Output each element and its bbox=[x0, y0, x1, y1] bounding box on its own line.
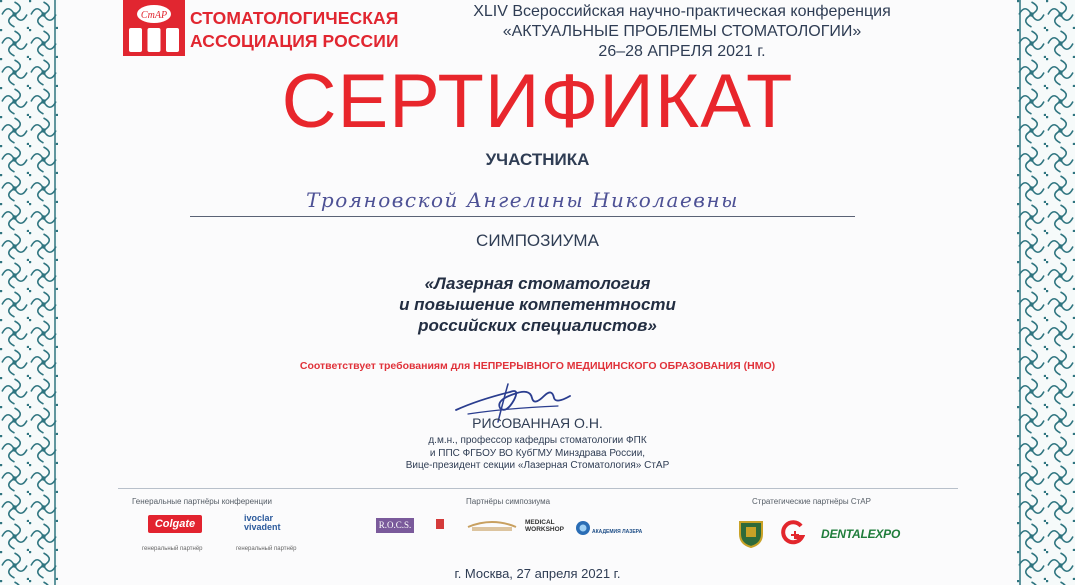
colgate-caption: генеральный партнёр bbox=[142, 546, 203, 552]
laser-academy-icon bbox=[575, 520, 591, 536]
conference-line1: XLIV Всероссийская научно-практическая конференция bbox=[473, 3, 891, 20]
colgate-logo: Colgate bbox=[148, 515, 202, 533]
svg-text:СтАР: СтАР bbox=[140, 10, 168, 21]
association-name-line2: АССОЦИАЦИЯ РОССИИ bbox=[190, 31, 399, 51]
signatory-name: РИСОВАННАЯ О.Н. bbox=[472, 415, 603, 431]
participant-name: Трояновской Ангелины Николаевны bbox=[306, 188, 739, 212]
medical-workshop-logo bbox=[525, 519, 564, 533]
partner-logo-banner bbox=[466, 517, 518, 535]
ivoclar-line1: ivoclar bbox=[244, 513, 274, 523]
signatory-line1: д.м.н., профессор кафедры стоматологии ФПК bbox=[428, 435, 647, 446]
place-and-date: г. Москва, 27 апреля 2021 г. bbox=[454, 566, 621, 581]
participant-name-field bbox=[190, 186, 855, 222]
conference-line2: «АКТУАЛЬНЫЕ ПРОБЛЕМЫ СТОМАТОЛОГИИ» bbox=[502, 23, 862, 40]
signatory-credentials bbox=[0, 435, 1075, 473]
symposium-title-line1: «Лазерная стоматология bbox=[424, 274, 651, 293]
association-name bbox=[190, 7, 399, 53]
symposium-partners-heading: Партнёры симпозиума bbox=[466, 497, 551, 506]
medical-line1: MEDICAL bbox=[525, 519, 555, 526]
name-underline bbox=[190, 216, 855, 217]
symposium-title-line2: и повышение компетентности bbox=[399, 295, 676, 314]
participant-label: УЧАСТНИКА bbox=[485, 150, 590, 169]
ivoclar-line2: vivadent bbox=[244, 522, 281, 532]
partner-logo-small bbox=[436, 519, 444, 529]
symposium-title bbox=[0, 273, 1075, 336]
ivoclar-caption: генеральный партнёр bbox=[236, 546, 297, 552]
laser-academy-logo: АКАДЕМИЯ ЛАЗЕРА bbox=[592, 529, 643, 535]
coat-of-arms-icon bbox=[736, 518, 766, 548]
symposium-title-line3: российских специалистов» bbox=[418, 316, 657, 335]
association-logo bbox=[123, 0, 185, 56]
signatory-line3: Вице-президент секции «Лазерная Стоматология» СтАР bbox=[405, 460, 670, 471]
ivoclar-logo bbox=[244, 514, 281, 532]
conference-dates: 26–28 АПРЕЛЯ 2021 г. bbox=[598, 43, 766, 60]
general-partners-heading: Генеральные партнёры конференции bbox=[132, 497, 273, 506]
medical-line2: WORKSHOP bbox=[525, 526, 564, 533]
dentalexpo-logo: DENTALEXPO bbox=[821, 527, 901, 541]
certificate-title: СЕРТИФИКАТ bbox=[281, 59, 794, 144]
strategic-partners-heading: Стратегические партнёры СтАР bbox=[752, 497, 871, 506]
partners-divider bbox=[118, 488, 958, 489]
rocs-logo: R.O.C.S. bbox=[376, 518, 414, 533]
conference-heading bbox=[382, 2, 982, 62]
nmo-note: Соответствует требованиям для НЕПРЕРЫВНОГО МЕДИЦИНСКОГО ОБРАЗОВАНИЯ (НМО) bbox=[299, 360, 776, 372]
g-plus-logo-icon bbox=[781, 520, 805, 546]
association-name-line1: СТОМАТОЛОГИЧЕСКАЯ bbox=[190, 8, 399, 28]
symposium-label: СИМПОЗИУМА bbox=[476, 231, 599, 250]
signatory-line2: и ППС ФГБОУ ВО КубГМУ Минздрава России, bbox=[429, 447, 646, 459]
